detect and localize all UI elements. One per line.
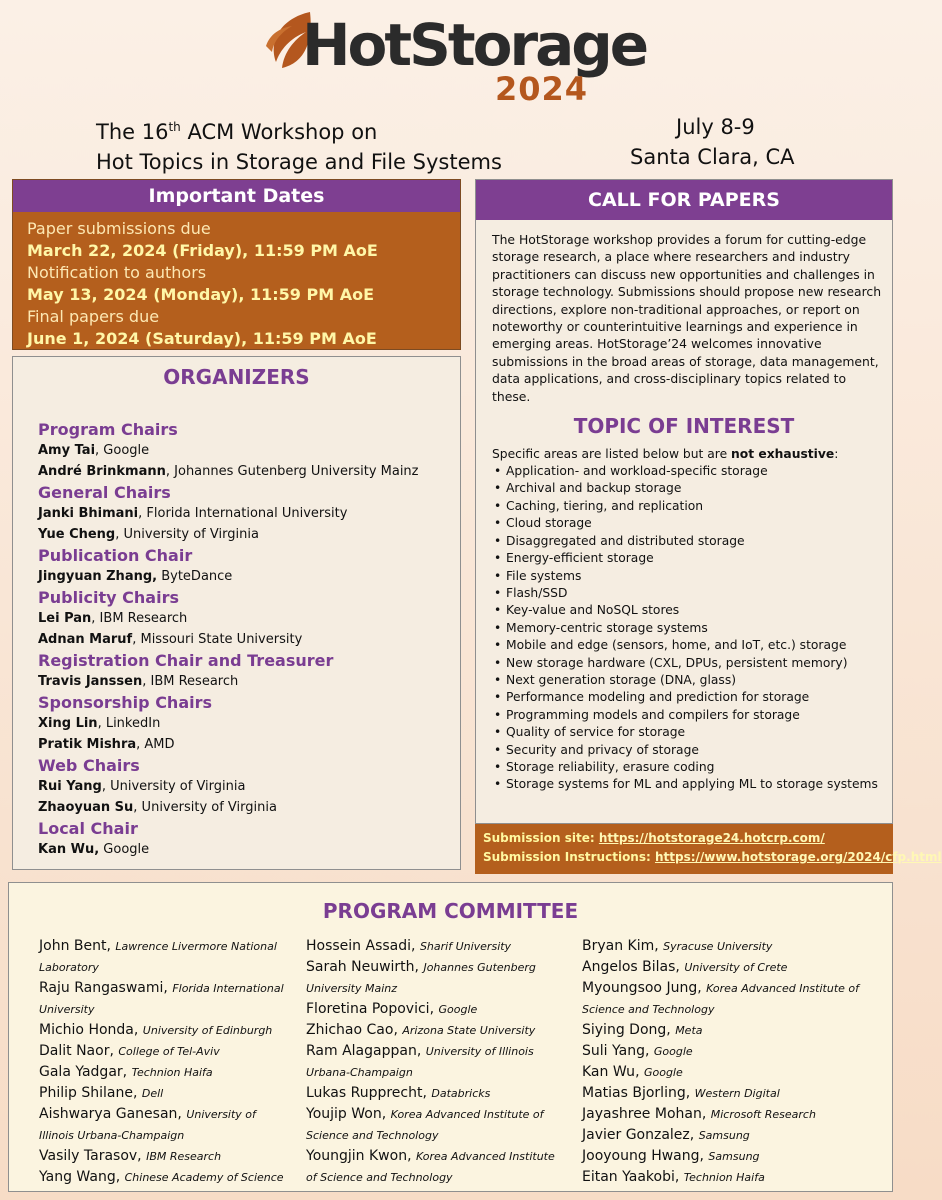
date-label: Final papers due bbox=[27, 307, 160, 326]
date-value: March 22, 2024 (Friday), 11:59 PM AoE bbox=[27, 241, 378, 260]
logo-wordmark bbox=[302, 2, 646, 88]
organizer-role: Local Chair bbox=[38, 819, 138, 838]
important-dates-list bbox=[13, 212, 460, 349]
committee-member: Aishwarya Ganesan, University of Illinois Urbana-Champaign bbox=[39, 1106, 256, 1142]
committee-member: Floretina Popovici, Google bbox=[306, 1001, 478, 1017]
date-label: Notification to authors bbox=[27, 263, 207, 282]
committee-column bbox=[39, 936, 289, 1188]
topic-item: • Archival and backup storage bbox=[494, 480, 892, 497]
date-value: May 13, 2024 (Monday), 11:59 PM AoE bbox=[27, 285, 375, 304]
committee-member: Eitan Yaakobi, Technion Haifa bbox=[582, 1169, 765, 1185]
organizer-person: Yue Cheng, University of Virginia bbox=[38, 527, 259, 542]
cfp-intro: The HotStorage workshop provides a forum for cutting-edge storage research, a place where researchers and industry practitioners can discuss new opportunities and challenges in storage technology. Submissions should propose new research directions, explore non-traditional approaches, or report on noteworthy or counterintuitive learnings and experience in emerging areas. HotStorage’24 welcomes innovative submissions in the broad areas of storage, data management, data applications, and cross-disciplinary topics related to these. bbox=[492, 232, 882, 404]
committee-member: Sarah Neuwirth, Johannes Gutenberg University Mainz bbox=[306, 959, 536, 995]
committee-member: Dalit Naor, College of Tel-Aviv bbox=[39, 1043, 220, 1059]
organizer-person: Lei Pan, IBM Research bbox=[38, 611, 188, 626]
committee-member: Michio Honda, University of Edinburgh bbox=[39, 1022, 273, 1038]
logo-storage: Storage bbox=[409, 11, 647, 79]
committee-member: John Bent, Lawrence Livermore National Laboratory bbox=[39, 938, 277, 974]
topic-item: • Quality of service for storage bbox=[494, 724, 892, 741]
organizer-person: Rui Yang, University of Virginia bbox=[38, 779, 246, 794]
committee-member: Youjip Won, Korea Advanced Institute of Science and Technology bbox=[306, 1106, 544, 1142]
organizer-person: André Brinkmann, Johannes Gutenberg University Mainz bbox=[38, 464, 419, 479]
committee-member: Matias Bjorling, Western Digital bbox=[582, 1085, 780, 1101]
logo-hot: Hot bbox=[302, 11, 410, 79]
organizer-person: Amy Tai, Google bbox=[38, 443, 150, 458]
topic-item: • Cloud storage bbox=[494, 515, 892, 532]
topics-list bbox=[476, 463, 892, 794]
call-for-papers-box bbox=[475, 179, 893, 824]
submission-instructions-link[interactable]: https://www.hotstorage.org/2024/cfp.html bbox=[654, 850, 942, 864]
topic-item: • Storage reliability, erasure coding bbox=[494, 759, 892, 776]
hotstorage-logo bbox=[262, 2, 647, 114]
important-dates-box bbox=[12, 179, 461, 350]
event-info bbox=[630, 112, 795, 172]
workshop-title-line2: Hot Topics in Storage and File Systems bbox=[96, 150, 502, 174]
organizer-person: Kan Wu, Google bbox=[38, 842, 150, 857]
date-value: June 1, 2024 (Saturday), 11:59 PM AoE bbox=[27, 329, 377, 348]
organizer-person: Janki Bhimani, Florida International University bbox=[38, 506, 348, 521]
organizers-list bbox=[13, 389, 460, 860]
organizers-box bbox=[12, 356, 461, 870]
committee-member: Hossein Assadi, Sharif University bbox=[306, 938, 512, 954]
organizer-person: Travis Janssen, IBM Research bbox=[38, 674, 239, 689]
topic-item: • Storage systems for ML and applying ML to storage systems bbox=[494, 776, 892, 793]
topic-item: • Mobile and edge (sensors, home, and IoT, etc.) storage bbox=[494, 637, 892, 654]
organizer-person: Pratik Mishra, AMD bbox=[38, 737, 175, 752]
organizer-role: Publicity Chairs bbox=[38, 588, 179, 607]
organizer-person: Zhaoyuan Su, University of Virginia bbox=[38, 800, 277, 815]
committee-member: Bryan Kim, Syracuse University bbox=[582, 938, 773, 954]
topic-item: • Disaggregated and distributed storage bbox=[494, 533, 892, 550]
topic-item: • Security and privacy of storage bbox=[494, 742, 892, 759]
submission-instructions: Submission Instructions: https://www.hotstorage.org/2024/cfp.html bbox=[483, 850, 942, 864]
committee-member: Raju Rangaswami, Florida International University bbox=[39, 980, 284, 1016]
organizers-title: ORGANIZERS bbox=[163, 365, 310, 389]
date-label: Paper submissions due bbox=[27, 219, 211, 238]
committee-member: Youngjin Kwon, Korea Advanced Institute of Science and Technology bbox=[306, 1148, 555, 1184]
submission-box bbox=[475, 824, 942, 874]
organizer-role: Registration Chair and Treasurer bbox=[38, 651, 334, 670]
organizer-role: Publication Chair bbox=[38, 546, 193, 565]
committee-column bbox=[582, 936, 862, 1188]
committee-member: Kan Wu, Google bbox=[582, 1064, 683, 1080]
committee-column bbox=[306, 936, 556, 1188]
topics-lead: Specific areas are listed below but are not exhaustive: bbox=[492, 447, 839, 462]
topic-item: • Programming models and compilers for storage bbox=[494, 707, 892, 724]
topic-item: • File systems bbox=[494, 568, 892, 585]
topic-item: • New storage hardware (CXL, DPUs, persistent memory) bbox=[494, 655, 892, 672]
organizer-person: Jingyuan Zhang, ByteDance bbox=[38, 569, 233, 584]
committee-member: Yang Wang, Chinese Academy of Science bbox=[39, 1169, 284, 1185]
workshop-title bbox=[96, 112, 502, 177]
committee-member: Philip Shilane, Dell bbox=[39, 1085, 164, 1101]
topic-item: • Energy-efficient storage bbox=[494, 550, 892, 567]
organizer-role: Web Chairs bbox=[38, 756, 140, 775]
submission-site-link[interactable]: https://hotstorage24.hotcrp.com/ bbox=[598, 831, 825, 845]
committee-member: Vasily Tarasov, IBM Research bbox=[39, 1148, 222, 1164]
topics-title: TOPIC OF INTEREST bbox=[573, 414, 795, 439]
committee-member: Zhichao Cao, Arizona State University bbox=[306, 1022, 536, 1038]
committee-member: Suli Yang, Google bbox=[582, 1043, 693, 1059]
committee-member: Siying Dong, Meta bbox=[582, 1022, 703, 1038]
committee-member: Jooyoung Hwang, Samsung bbox=[582, 1148, 760, 1164]
topic-item: • Caching, tiering, and replication bbox=[494, 498, 892, 515]
committee-member: Myoungsoo Jung, Korea Advanced Institute of Science and Technology bbox=[582, 980, 859, 1016]
committee-member: Ram Alagappan, University of Illinois Urbana-Champaign bbox=[306, 1043, 534, 1079]
organizer-person: Xing Lin, LinkedIn bbox=[38, 716, 161, 731]
event-location: Santa Clara, CA bbox=[630, 145, 795, 169]
topic-item: • Flash/SSD bbox=[494, 585, 892, 602]
committee-member: Lukas Rupprecht, Databricks bbox=[306, 1085, 491, 1101]
organizer-role: Sponsorship Chairs bbox=[38, 693, 213, 712]
logo-year: 2024 bbox=[495, 70, 589, 108]
topic-item: • Application- and workload-specific storage bbox=[494, 463, 892, 480]
organizer-role: General Chairs bbox=[38, 483, 171, 502]
topic-item: • Performance modeling and prediction for storage bbox=[494, 689, 892, 706]
topic-item: • Next generation storage (DNA, glass) bbox=[494, 672, 892, 689]
workshop-title-line1: The 16th ACM Workshop on bbox=[96, 120, 378, 144]
committee-member: Jayashree Mohan, Microsoft Research bbox=[582, 1106, 816, 1122]
committee-member: Angelos Bilas, University of Crete bbox=[582, 959, 788, 975]
submission-site: Submission site: https://hotstorage24.hotcrp.com/ bbox=[483, 831, 825, 845]
cfp-title: CALL FOR PAPERS bbox=[476, 180, 892, 220]
event-date: July 8-9 bbox=[676, 115, 755, 139]
organizer-person: Adnan Maruf, Missouri State University bbox=[38, 632, 303, 647]
topic-item: • Key-value and NoSQL stores bbox=[494, 602, 892, 619]
organizer-role: Program Chairs bbox=[38, 420, 178, 439]
program-committee-box bbox=[8, 882, 893, 1192]
committee-member: Javier Gonzalez, Samsung bbox=[582, 1127, 750, 1143]
program-committee-title: PROGRAM COMMITTEE bbox=[322, 899, 579, 923]
topic-item: • Memory-centric storage systems bbox=[494, 620, 892, 637]
committee-member: Gala Yadgar, Technion Haifa bbox=[39, 1064, 213, 1080]
important-dates-title: Important Dates bbox=[13, 180, 460, 212]
